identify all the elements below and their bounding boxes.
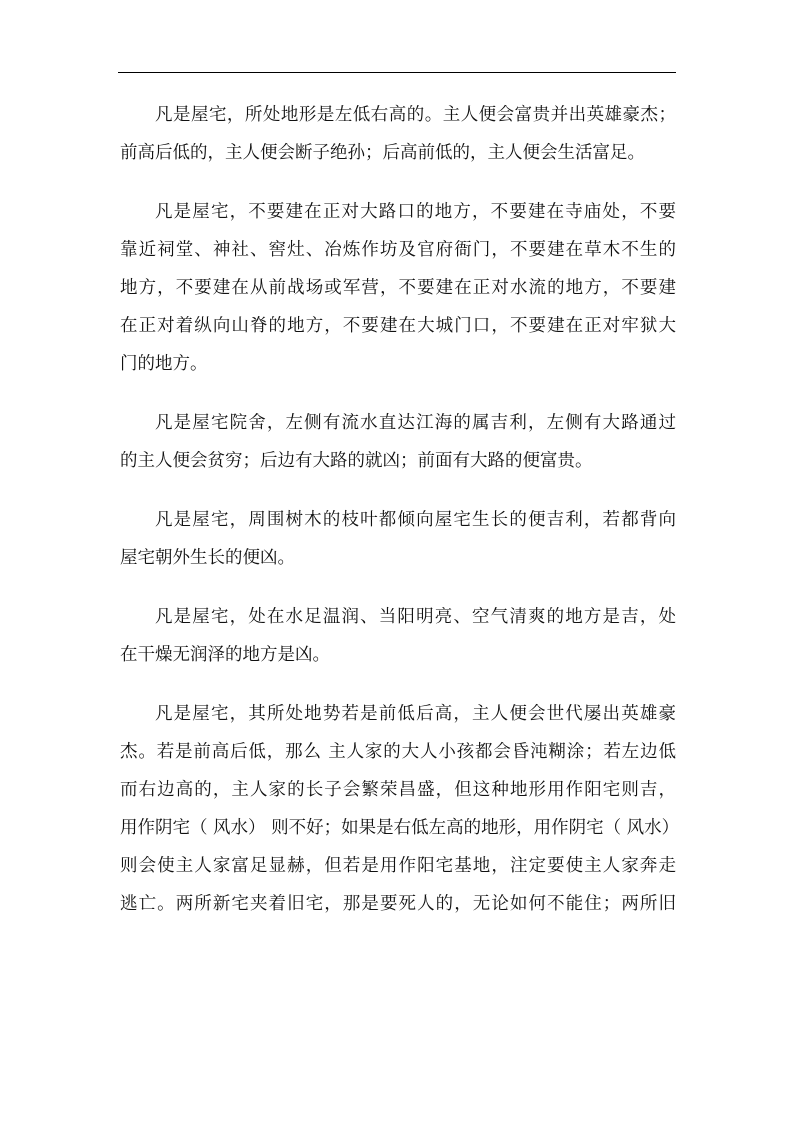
header-rule <box>118 72 676 73</box>
document-body <box>120 96 680 944</box>
text-line: 凡是屋宅，不要建在正对大路口的地方，不要建在寺庙处，不要 <box>155 202 676 222</box>
text-line: 在正对着纵向山脊的地方，不要建在大城门口，不要建在正对牢狱大 <box>120 316 676 336</box>
text-line: 靠近祠堂、神社、窖灶、冶炼作坊及官府衙门，不要建在草木不生的 <box>120 240 676 260</box>
paragraph <box>120 96 676 172</box>
text-line: 凡是屋宅，所处地形是左低右高的。主人便会富贵并出英雄豪杰； <box>155 105 676 125</box>
text-line: 凡是屋宅，周围树木的枝叶都倾向屋宅生长的便吉利，若都背向 <box>155 510 676 530</box>
text-line: 而右边高的，主人家的长子会繁荣昌盛，但这种地形用作阳宅则吉， <box>120 780 676 800</box>
text-line: 凡是屋宅院舍，左侧有流水直达江海的属吉利，左侧有大路通过 <box>155 413 676 433</box>
text-line: 在干燥无润泽的地方是凶。 <box>120 645 330 665</box>
paragraph <box>120 598 676 674</box>
paragraph <box>120 695 680 923</box>
text-line: 门的地方。 <box>120 354 208 374</box>
text-line: 凡是屋宅，处在水足温润、当阳明亮、空气清爽的地方是吉，处 <box>155 607 676 627</box>
text-line: 屋宅朝外生长的便凶。 <box>120 548 295 568</box>
text-line: 前高后低的，主人便会断子绝孙；后高前低的，主人便会生活富足。 <box>120 143 645 163</box>
paragraph <box>120 501 676 577</box>
text-line: 逃亡。两所新宅夹着旧宅，那是要死人的，无论如何不能住；两所旧 <box>120 894 676 914</box>
text-line: 地方，不要建在从前战场或军营，不要建在正对水流的地方，不要建 <box>120 278 676 298</box>
text-line: 的主人便会贫穷；后边有大路的就凶；前面有大路的便富贵。 <box>120 451 593 471</box>
text-line: 杰。若是前高后低，那么 主人家的大人小孩都会昏沌糊涂；若左边低 <box>120 742 676 762</box>
paragraph <box>120 193 676 383</box>
paragraph <box>120 404 676 480</box>
text-line: 用作阴宅（ 风水） 则不好；如果是右低左高的地形，用作阴宅（ 风水） <box>120 818 680 838</box>
text-line: 则会使主人家富足显赫，但若是用作阳宅基地，注定要使主人家奔走 <box>120 856 676 876</box>
text-line: 凡是屋宅，其所处地势若是前低后高，主人便会世代屡出英雄豪 <box>155 704 676 724</box>
